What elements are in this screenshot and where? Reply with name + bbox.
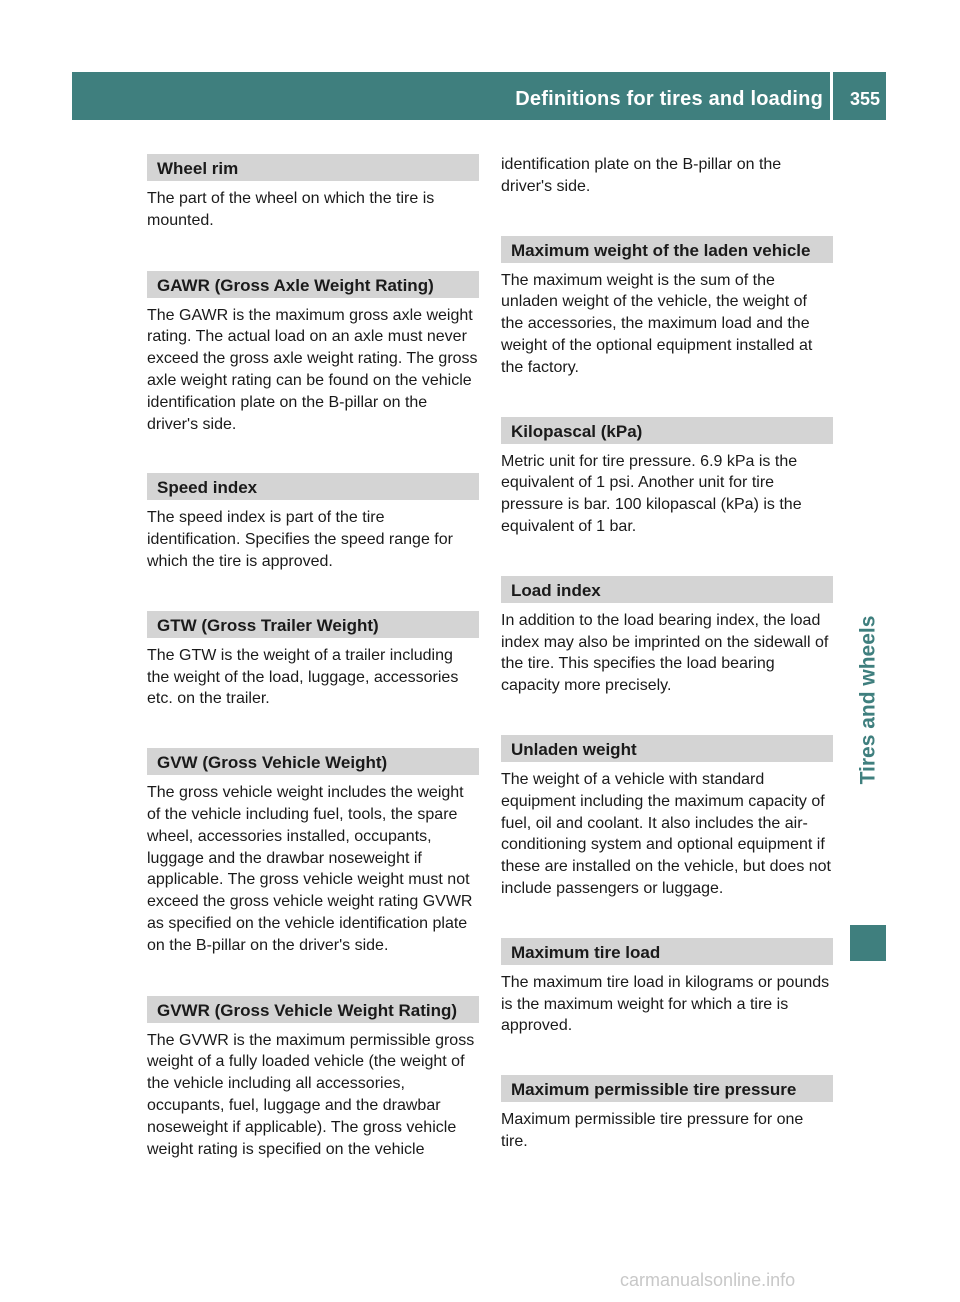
section-heading: Speed index <box>147 473 479 500</box>
chapter-label: Tires and wheels <box>855 615 879 785</box>
section-body: The weight of a vehicle with standard equipment including the maximum capacity of fuel, oil and coolant. It also includes the air-conditioning system and optional equipment if these are installed on the vehicle, but does not include passengers or luggage. <box>501 770 831 897</box>
section-gvwr <box>147 996 479 1161</box>
section-unladen-weight <box>501 735 833 900</box>
section-heading: GTW (Gross Trailer Weight) <box>147 611 479 638</box>
section-body: The maximum weight is the sum of the unladen weight of the vehicle, the weight of the accessories, the maximum load and the weight of the optional equipment installed at the factory. <box>501 271 813 376</box>
section-heading: Maximum permissible tire pressure <box>501 1075 833 1102</box>
right-column <box>501 154 833 1153</box>
section-heading: Unladen weight <box>501 735 833 762</box>
section-wheel-rim <box>147 154 479 232</box>
section-load-index <box>501 576 833 697</box>
section-gvw <box>147 748 479 956</box>
section-body: The part of the wheel on which the tire is mounted. <box>147 190 435 229</box>
page-title: Definitions for tires and loading <box>515 88 823 110</box>
section-heading: Kilopascal (kPa) <box>501 417 833 444</box>
section-heading: GVW (Gross Vehicle Weight) <box>147 748 479 775</box>
section-body: The maximum tire load in kilograms or pounds is the maximum weight for which a tire is approved. <box>501 973 830 1035</box>
section-max-laden-weight <box>501 236 833 379</box>
section-body: The GVWR is the maximum permissible gross weight of a fully loaded vehicle (the weight of the vehicle including all accessories, occupants, fuel, luggage and the drawbar noseweight if applicable). The gross vehicle weight rating is specified on the vehicle <box>147 1031 475 1158</box>
watermark: carmanualsonline.info <box>620 1270 796 1290</box>
section-heading: Maximum tire load <box>501 938 833 965</box>
section-heading: Load index <box>501 576 833 603</box>
section-max-tire-pressure <box>501 1075 833 1153</box>
chapter-side-tab <box>850 500 886 900</box>
section-body: In addition to the load bearing index, the load index may also be imprinted on the sidewall of the tire. This specifies the load bearing capacity more precisely. <box>501 611 829 695</box>
section-kilopascal <box>501 417 833 538</box>
chapter-marker <box>850 925 886 961</box>
section-body: The GAWR is the maximum gross axle weight rating. The actual load on an axle must never exceed the gross axle weight rating. The gross axle weight rating can be found on the vehicle identification plate on the B-pillar on the driver's side. <box>147 306 478 433</box>
section-body: The GTW is the weight of a trailer including the weight of the load, luggage, accessories etc. on the trailer. <box>147 646 459 708</box>
section-heading: Wheel rim <box>147 154 479 181</box>
continued-text: identification plate on the B-pillar on the driver's side. <box>501 156 782 195</box>
left-column <box>147 154 479 1160</box>
section-body: Maximum permissible tire pressure for one tire. <box>501 1111 804 1150</box>
section-body: The gross vehicle weight includes the weight of the vehicle including fuel, tools, the spare wheel, accessories installed, occupants, luggage and the drawbar noseweight if applicable. The gross vehicle weight must not exceed the gross vehicle weight rating GVWR as specified on the vehicle identification plate on the B-pillar on the driver's side. <box>147 784 473 954</box>
section-heading: GVWR (Gross Vehicle Weight Rating) <box>147 996 479 1023</box>
section-speed-index <box>147 473 479 572</box>
section-max-tire-load <box>501 938 833 1037</box>
section-body: Metric unit for tire pressure. 6.9 kPa is the equivalent of 1 psi. Another unit for tire pressure is bar. 100 kilopascal (kPa) is the equivalent of 1 bar. <box>501 452 802 535</box>
section-heading: Maximum weight of the laden vehicle <box>501 236 833 263</box>
section-heading: GAWR (Gross Axle Weight Rating) <box>147 271 479 298</box>
page-number: 355 <box>849 89 880 109</box>
section-gawr <box>147 271 479 436</box>
section-body: The speed index is part of the tire identification. Specifies the speed range for which the tire is approved. <box>147 509 453 570</box>
page-header <box>72 72 886 120</box>
section-gtw <box>147 611 479 710</box>
header-divider <box>830 72 833 120</box>
